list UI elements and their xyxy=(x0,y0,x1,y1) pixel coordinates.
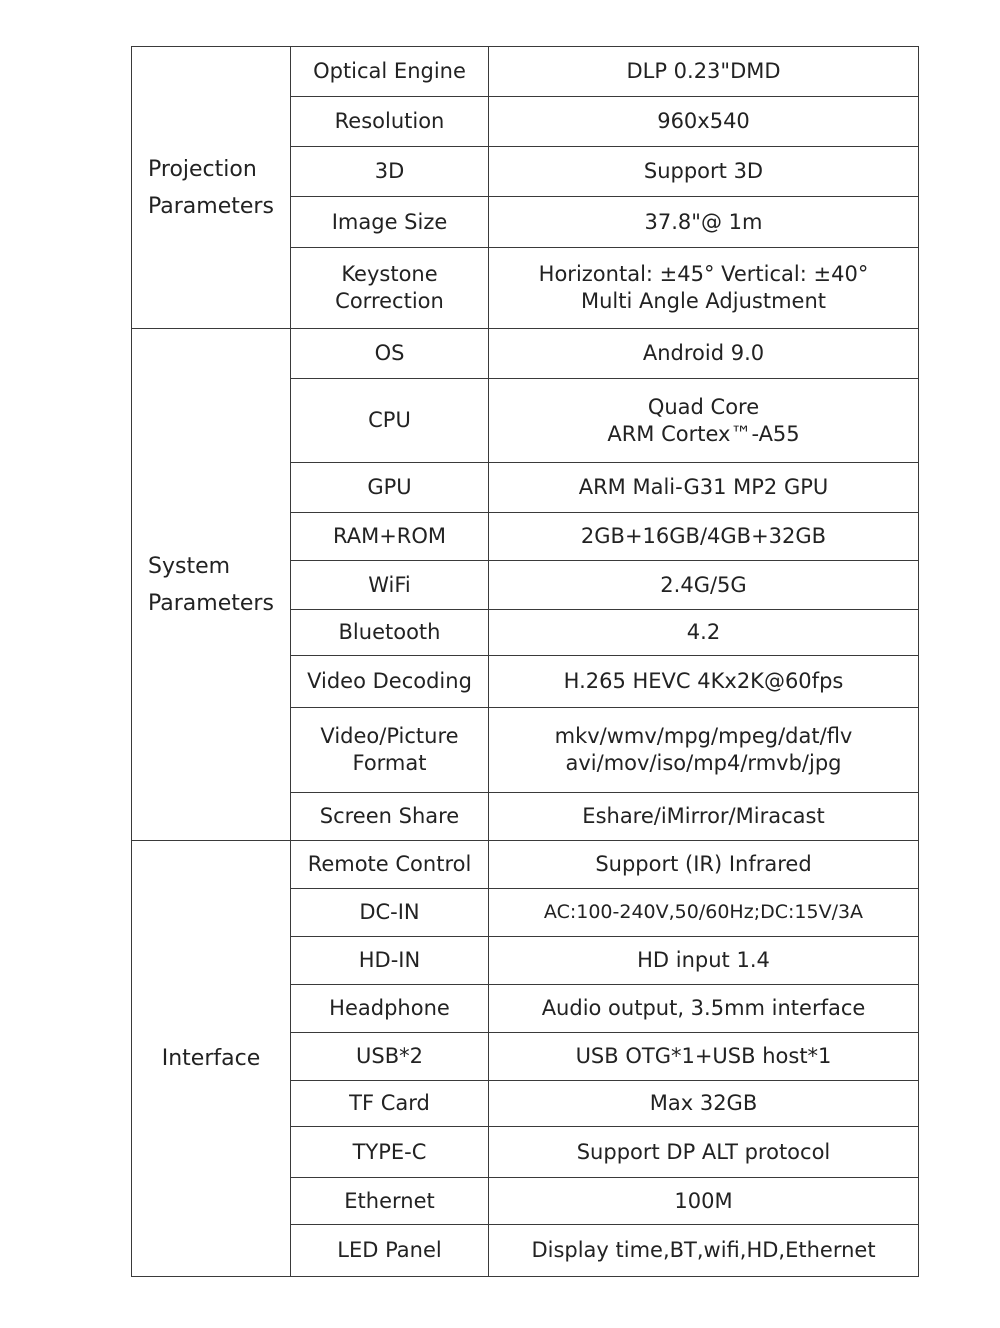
row-label: Remote Control xyxy=(291,841,489,889)
row-value: 2.4G/5G xyxy=(489,561,919,610)
row-label: LED Panel xyxy=(291,1225,489,1277)
spec-table-body xyxy=(132,47,919,1277)
row-label: GPU xyxy=(291,463,489,513)
group-projection-parameters: Projection Parameters xyxy=(132,47,291,329)
row-value: 2GB+16GB/4GB+32GB xyxy=(489,513,919,561)
row-value: 37.8"@ 1m xyxy=(489,197,919,248)
row-value: 100M xyxy=(489,1178,919,1225)
row-label: CPU xyxy=(291,379,489,463)
row-label: OS xyxy=(291,329,489,379)
row-label: Image Size xyxy=(291,197,489,248)
row-label: HD-IN xyxy=(291,937,489,985)
row-label: RAM+ROM xyxy=(291,513,489,561)
row-label: WiFi xyxy=(291,561,489,610)
row-value: Android 9.0 xyxy=(489,329,919,379)
row-label: 3D xyxy=(291,147,489,197)
row-value: HD input 1.4 xyxy=(489,937,919,985)
row-value: Max 32GB xyxy=(489,1081,919,1127)
row-value: Horizontal: ±45° Vertical: ±40° Multi Angle Adjustment xyxy=(489,248,919,329)
row-label: Ethernet xyxy=(291,1178,489,1225)
row-label: Keystone Correction xyxy=(291,248,489,329)
row-label: USB*2 xyxy=(291,1033,489,1081)
row-label: TF Card xyxy=(291,1081,489,1127)
row-label: Resolution xyxy=(291,97,489,147)
row-value: ARM Mali-G31 MP2 GPU xyxy=(489,463,919,513)
row-label: Optical Engine xyxy=(291,47,489,97)
row-label: Video Decoding xyxy=(291,656,489,708)
row-value: AC:100-240V,50/60Hz;DC:15V/3A xyxy=(489,889,919,937)
row-value: H.265 HEVC 4Kx2K@60fps xyxy=(489,656,919,708)
row-value: Support DP ALT protocol xyxy=(489,1127,919,1178)
row-label: TYPE-C xyxy=(291,1127,489,1178)
row-value: 4.2 xyxy=(489,610,919,656)
spec-table xyxy=(131,46,919,1277)
row-value: Support 3D xyxy=(489,147,919,197)
row-label: Video/Picture Format xyxy=(291,708,489,793)
row-value: 960x540 xyxy=(489,97,919,147)
table-row xyxy=(132,47,919,97)
row-value: USB OTG*1+USB host*1 xyxy=(489,1033,919,1081)
row-value: Audio output, 3.5mm interface xyxy=(489,985,919,1033)
row-value: mkv/wmv/mpg/mpeg/dat/flv avi/mov/iso/mp4/rmvb/jpg xyxy=(489,708,919,793)
row-label: Bluetooth xyxy=(291,610,489,656)
group-interface: Interface xyxy=(132,841,291,1277)
table-row xyxy=(132,841,919,889)
row-value: Support (IR) Infrared xyxy=(489,841,919,889)
row-label: Screen Share xyxy=(291,793,489,841)
row-value: Quad Core ARM Cortex™-A55 xyxy=(489,379,919,463)
row-value: Display time,BT,wifi,HD,Ethernet xyxy=(489,1225,919,1277)
table-row xyxy=(132,329,919,379)
group-system-parameters: System Parameters xyxy=(132,329,291,841)
row-value: DLP 0.23"DMD xyxy=(489,47,919,97)
row-label: Headphone xyxy=(291,985,489,1033)
row-value: Eshare/iMirror/Miracast xyxy=(489,793,919,841)
row-label: DC-IN xyxy=(291,889,489,937)
